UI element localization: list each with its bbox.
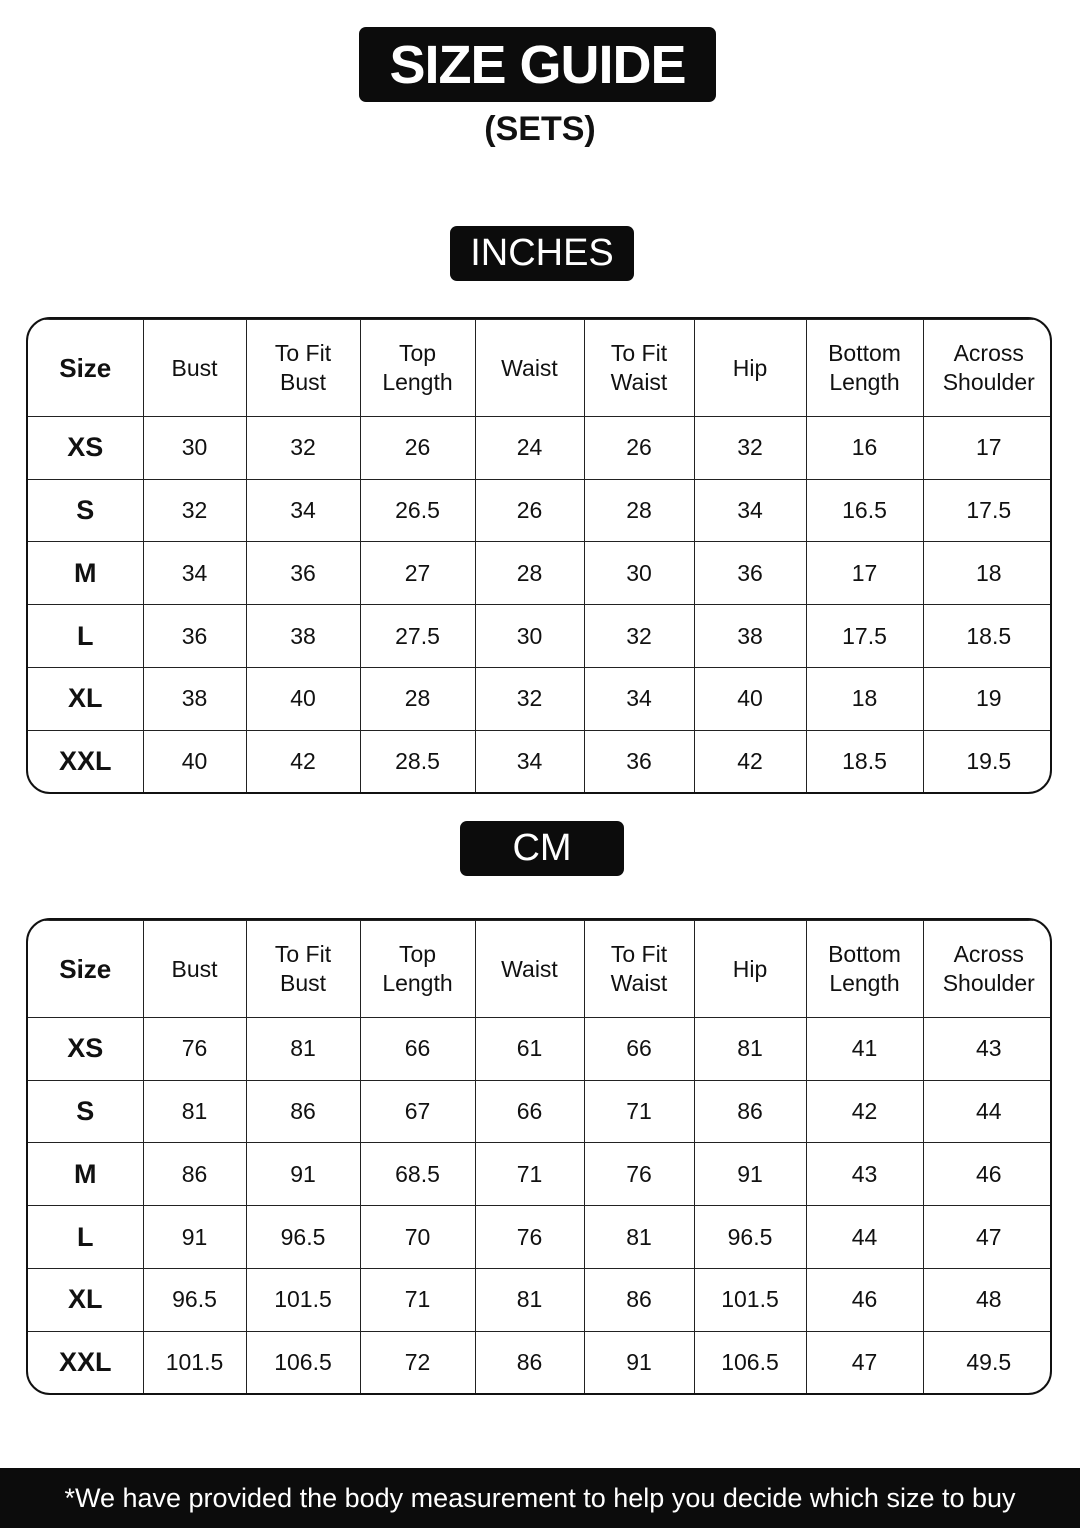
size-cell: S <box>28 479 143 542</box>
measurement-cell: 66 <box>475 1080 584 1143</box>
column-header: Bottom Length <box>806 921 923 1018</box>
measurement-cell: 36 <box>584 730 694 792</box>
measurement-cell: 34 <box>694 479 806 542</box>
inches-size-table <box>26 317 1052 794</box>
measurement-cell: 68.5 <box>360 1143 475 1206</box>
measurement-cell: 28 <box>360 667 475 730</box>
measurement-cell: 30 <box>475 605 584 668</box>
measurement-cell: 19 <box>923 667 1052 730</box>
measurement-cell: 26 <box>584 417 694 480</box>
size-cell: XL <box>28 667 143 730</box>
measurement-cell: 36 <box>246 542 360 605</box>
measurement-cell: 17 <box>923 417 1052 480</box>
measurement-cell: 91 <box>246 1143 360 1206</box>
cm-size-table <box>26 918 1052 1395</box>
size-cell: XL <box>28 1268 143 1331</box>
measurement-cell: 18 <box>923 542 1052 605</box>
size-cell: M <box>28 542 143 605</box>
measurement-cell: 38 <box>246 605 360 668</box>
header-row <box>28 921 1052 1018</box>
measurement-cell: 40 <box>694 667 806 730</box>
column-header: Top Length <box>360 921 475 1018</box>
column-header: Across Shoulder <box>923 921 1052 1018</box>
measurement-cell: 61 <box>475 1018 584 1081</box>
measurement-cell: 28 <box>584 479 694 542</box>
measurement-cell: 76 <box>143 1018 246 1081</box>
measurement-cell: 32 <box>694 417 806 480</box>
measurement-cell: 76 <box>475 1206 584 1269</box>
column-header: Hip <box>694 320 806 417</box>
measurement-cell: 47 <box>923 1206 1052 1269</box>
table-row <box>28 417 1052 480</box>
measurement-cell: 34 <box>143 542 246 605</box>
measurement-cell: 34 <box>475 730 584 792</box>
measurement-cell: 30 <box>584 542 694 605</box>
column-header: Size <box>28 320 143 417</box>
measurement-cell: 101.5 <box>143 1331 246 1393</box>
measurement-cell: 44 <box>923 1080 1052 1143</box>
measurement-cell: 86 <box>694 1080 806 1143</box>
measurement-cell: 26 <box>360 417 475 480</box>
measurement-cell: 18 <box>806 667 923 730</box>
measurement-cell: 17.5 <box>923 479 1052 542</box>
sets-subtitle: (SETS) <box>484 110 596 148</box>
measurement-cell: 17.5 <box>806 605 923 668</box>
measurement-cell: 81 <box>246 1018 360 1081</box>
table-row <box>28 1268 1052 1331</box>
measurement-cell: 86 <box>246 1080 360 1143</box>
table-row <box>28 605 1052 668</box>
table-row <box>28 1206 1052 1269</box>
size-cell: XS <box>28 1018 143 1081</box>
size-cell: L <box>28 605 143 668</box>
size-table-cm <box>28 920 1052 1393</box>
measurement-cell: 38 <box>143 667 246 730</box>
size-cell: S <box>28 1080 143 1143</box>
measurement-cell: 27 <box>360 542 475 605</box>
column-header: Bust <box>143 921 246 1018</box>
column-header: To Fit Waist <box>584 921 694 1018</box>
measurement-cell: 91 <box>143 1206 246 1269</box>
size-table-inches <box>28 319 1052 792</box>
measurement-cell: 67 <box>360 1080 475 1143</box>
measurement-cell: 32 <box>584 605 694 668</box>
table-row <box>28 1143 1052 1206</box>
measurement-cell: 81 <box>584 1206 694 1269</box>
column-header: Hip <box>694 921 806 1018</box>
measurement-cell: 106.5 <box>694 1331 806 1393</box>
measurement-cell: 46 <box>806 1268 923 1331</box>
measurement-cell: 16.5 <box>806 479 923 542</box>
measurement-cell: 101.5 <box>694 1268 806 1331</box>
measurement-cell: 34 <box>584 667 694 730</box>
measurement-cell: 91 <box>694 1143 806 1206</box>
measurement-cell: 19.5 <box>923 730 1052 792</box>
column-header: Size <box>28 921 143 1018</box>
measurement-cell: 17 <box>806 542 923 605</box>
measurement-cell: 70 <box>360 1206 475 1269</box>
column-header: Across Shoulder <box>923 320 1052 417</box>
table-row <box>28 667 1052 730</box>
size-cell: XXL <box>28 1331 143 1393</box>
measurement-cell: 101.5 <box>246 1268 360 1331</box>
measurement-cell: 66 <box>584 1018 694 1081</box>
table-row <box>28 730 1052 792</box>
measurement-cell: 86 <box>143 1143 246 1206</box>
measurement-cell: 32 <box>475 667 584 730</box>
inches-label: INCHES <box>450 226 634 281</box>
measurement-cell: 18.5 <box>806 730 923 792</box>
measurement-cell: 71 <box>475 1143 584 1206</box>
measurement-cell: 36 <box>143 605 246 668</box>
header-row <box>28 320 1052 417</box>
measurement-cell: 81 <box>143 1080 246 1143</box>
measurement-cell: 34 <box>246 479 360 542</box>
measurement-cell: 106.5 <box>246 1331 360 1393</box>
measurement-cell: 27.5 <box>360 605 475 668</box>
measurement-cell: 86 <box>584 1268 694 1331</box>
measurement-cell: 72 <box>360 1331 475 1393</box>
table-row <box>28 479 1052 542</box>
measurement-cell: 16 <box>806 417 923 480</box>
measurement-cell: 42 <box>246 730 360 792</box>
footer-note: *We have provided the body measurement to help you decide which size to buy <box>0 1468 1080 1528</box>
column-header: Bottom Length <box>806 320 923 417</box>
measurement-cell: 28 <box>475 542 584 605</box>
measurement-cell: 41 <box>806 1018 923 1081</box>
measurement-cell: 26.5 <box>360 479 475 542</box>
measurement-cell: 48 <box>923 1268 1052 1331</box>
measurement-cell: 81 <box>475 1268 584 1331</box>
measurement-cell: 32 <box>246 417 360 480</box>
measurement-cell: 32 <box>143 479 246 542</box>
measurement-cell: 47 <box>806 1331 923 1393</box>
measurement-cell: 66 <box>360 1018 475 1081</box>
cm-label: CM <box>460 821 624 876</box>
column-header: To Fit Bust <box>246 320 360 417</box>
table-row <box>28 1018 1052 1081</box>
size-cell: L <box>28 1206 143 1269</box>
column-header: To Fit Bust <box>246 921 360 1018</box>
column-header: Waist <box>475 921 584 1018</box>
measurement-cell: 81 <box>694 1018 806 1081</box>
size-cell: XS <box>28 417 143 480</box>
measurement-cell: 71 <box>360 1268 475 1331</box>
measurement-cell: 42 <box>694 730 806 792</box>
size-guide-title: SIZE GUIDE <box>359 27 716 102</box>
measurement-cell: 36 <box>694 542 806 605</box>
measurement-cell: 49.5 <box>923 1331 1052 1393</box>
table-row <box>28 1331 1052 1393</box>
measurement-cell: 86 <box>475 1331 584 1393</box>
column-header: Top Length <box>360 320 475 417</box>
measurement-cell: 26 <box>475 479 584 542</box>
measurement-cell: 40 <box>246 667 360 730</box>
measurement-cell: 38 <box>694 605 806 668</box>
size-cell: M <box>28 1143 143 1206</box>
measurement-cell: 40 <box>143 730 246 792</box>
measurement-cell: 76 <box>584 1143 694 1206</box>
measurement-cell: 71 <box>584 1080 694 1143</box>
measurement-cell: 30 <box>143 417 246 480</box>
measurement-cell: 96.5 <box>246 1206 360 1269</box>
column-header: Bust <box>143 320 246 417</box>
measurement-cell: 46 <box>923 1143 1052 1206</box>
measurement-cell: 24 <box>475 417 584 480</box>
measurement-cell: 91 <box>584 1331 694 1393</box>
column-header: To Fit Waist <box>584 320 694 417</box>
measurement-cell: 43 <box>806 1143 923 1206</box>
size-cell: XXL <box>28 730 143 792</box>
table-row <box>28 542 1052 605</box>
measurement-cell: 43 <box>923 1018 1052 1081</box>
measurement-cell: 96.5 <box>143 1268 246 1331</box>
measurement-cell: 28.5 <box>360 730 475 792</box>
table-row <box>28 1080 1052 1143</box>
measurement-cell: 18.5 <box>923 605 1052 668</box>
measurement-cell: 96.5 <box>694 1206 806 1269</box>
measurement-cell: 42 <box>806 1080 923 1143</box>
measurement-cell: 44 <box>806 1206 923 1269</box>
column-header: Waist <box>475 320 584 417</box>
